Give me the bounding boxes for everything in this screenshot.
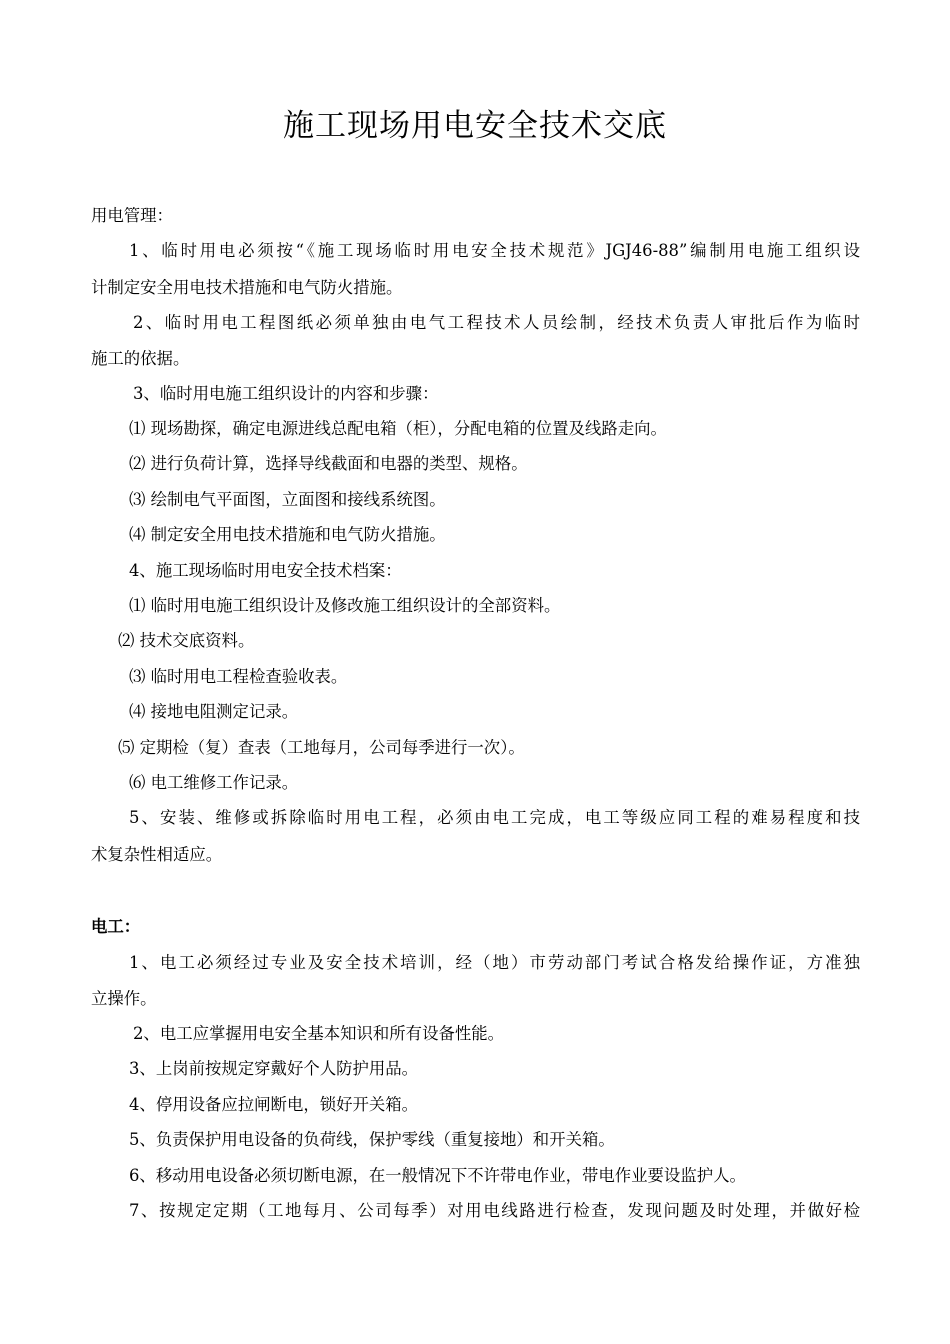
- section-heading-electrician: 电工：: [91, 917, 141, 936]
- paragraph-line: 5、安装、维修或拆除临时用电工程，必须由电工完成，电工等级应同工程的难易程度和技: [129, 808, 860, 827]
- list-item: ⑵ 技术交底资料。: [118, 631, 255, 650]
- paragraph-line: 施工的依据。: [91, 349, 190, 368]
- section-heading-power-management: 用电管理：: [91, 206, 173, 225]
- list-item: ⑶ 绘制电气平面图，立面图和接线系统图。: [129, 490, 446, 509]
- list-item: 5、负责保护用电设备的负荷线，保护零线（重复接地）和开关箱。: [129, 1130, 615, 1149]
- list-item: 6、移动用电设备必须切断电源，在一般情况下不许带电作业，带电作业要设监护人。: [129, 1166, 746, 1185]
- paragraph-line: 计制定安全用电技术措施和电气防火措施。: [91, 278, 403, 297]
- list-item: 4、停用设备应拉闸断电，锁好开关箱。: [129, 1095, 419, 1114]
- paragraph-line: 1、电工必须经过专业及安全技术培训，经（地）市劳动部门考试合格发给操作证，方准独: [129, 953, 860, 972]
- list-item: ⑴ 临时用电施工组织设计及修改施工组织设计的全部资料。: [129, 596, 561, 615]
- list-item: ⑴ 现场勘探，确定电源进线总配电箱（柜），分配电箱的位置及线路走向。: [129, 419, 667, 438]
- paragraph-line: 2、临时用电工程图纸必须单独由电气工程技术人员绘制，经技术负责人审批后作为临时: [133, 313, 860, 332]
- list-item: 3、上岗前按规定穿戴好个人防护用品。: [129, 1059, 419, 1078]
- paragraph-line: 术复杂性相适应。: [91, 845, 223, 864]
- list-item: ⑶ 临时用电工程检查验收表。: [129, 667, 348, 686]
- list-item: ⑹ 电工维修工作记录。: [129, 773, 299, 792]
- list-item: 3、临时用电施工组织设计的内容和步骤：: [133, 384, 439, 403]
- list-item: 2、电工应掌握用电安全基本知识和所有设备性能。: [133, 1024, 505, 1043]
- paragraph-line: 立操作。: [91, 989, 157, 1008]
- list-item: 4、施工现场临时用电安全技术档案：: [129, 561, 402, 580]
- list-item: ⑸ 定期检（复）查表（工地每月，公司每季进行一次）。: [118, 738, 525, 757]
- paragraph-line: 1、临时用电必须按“《施工现场临时用电安全技术规范》JGJ46-88”编制用电施工组织设: [129, 241, 860, 260]
- paragraph-line: 7、按规定定期（工地每月、公司每季）对用电线路进行检查，发现问题及时处理，并做好检: [129, 1201, 860, 1220]
- list-item: ⑷ 制定安全用电技术措施和电气防火措施。: [129, 525, 446, 544]
- document-title: 施工现场用电安全技术交底: [283, 108, 667, 144]
- list-item: ⑵ 进行负荷计算，选择导线截面和电器的类型、规格。: [129, 454, 528, 473]
- list-item: ⑷ 接地电阻测定记录。: [129, 702, 299, 721]
